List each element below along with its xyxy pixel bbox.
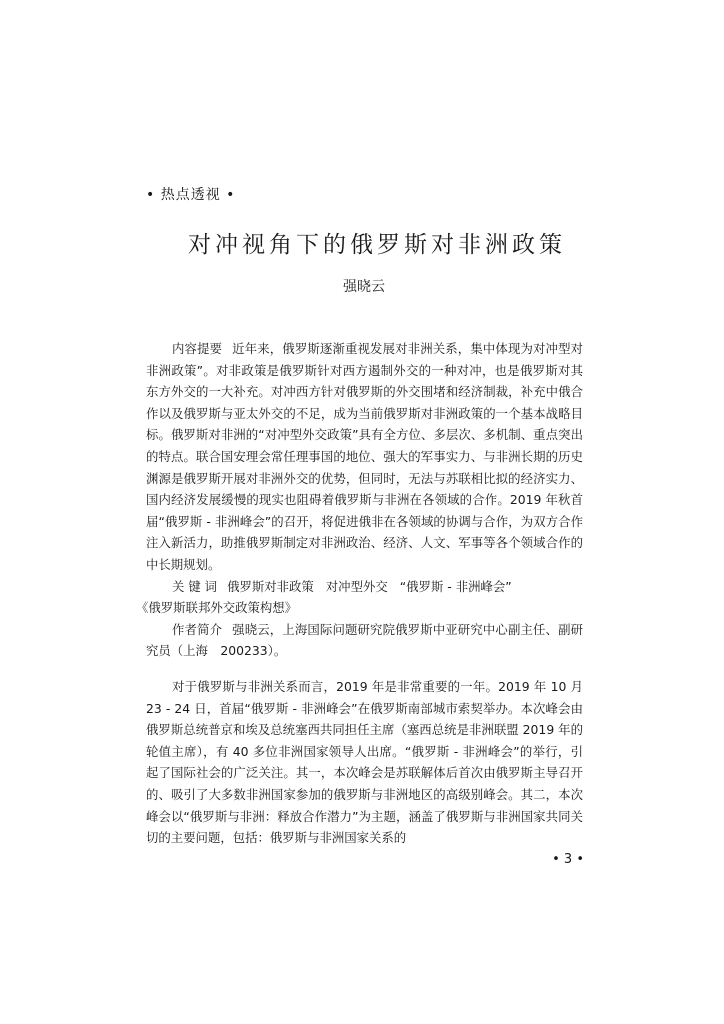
abstract-text: 近年来，俄罗斯逐渐重视发展对非洲关系，集中体现为对冲型对非洲政策”。对非政策是俄罗斯针对西方遏制外交的一种对冲，也是俄罗斯对其东方外交的一大补充。对冲西方针对俄罗斯的外交围堵和经济制裁，补充中俄合作以及俄罗斯与亚太外交的不足，成为当前俄罗斯对非洲政策的一个基本战略目标。俄罗斯对非洲的“对冲型外交政策”具有全方位、多层次、多机制、重点突出的特点。联合国安理会常任理事国的地位、强大的军事实力、与非洲长期的历史渊源是俄罗斯开展对非洲外交的优势，但同时，无法与苏联相比拟的经济实力、国内经济发展缓慢的现实也阻碍着俄罗斯与非洲在各领域的合作。2019 年秋首届“俄罗斯 - 非洲峰会”的召开，将促进俄非在各领域的协调与合作，为双方合作注入新活力，助推俄罗斯制定对非洲政治、经济、人文、军事等各个领域合作的中长期规划。	[146, 341, 584, 572]
abstract-paragraph	[146, 338, 583, 576]
author-bio-paragraph	[146, 619, 583, 662]
column-tag: • 热点透视 •	[146, 187, 236, 203]
author-bio-text: 强晓云，上海国际问题研究院俄罗斯中亚研究中心副主任、副研究员（上海 200233）。	[146, 621, 584, 659]
author-bio-label: 作者简介	[172, 621, 223, 637]
keywords-paragraph	[136, 576, 583, 619]
keyword-item: “俄罗斯 - 非洲峰会”	[399, 578, 512, 594]
body-paragraph: 对于俄罗斯与非洲关系而言，2019 年是非常重要的一年。2019 年 10 月 23 - 24 日，首届“俄罗斯 - 非洲峰会”在俄罗斯南部城市索契举办。本次峰会由俄罗斯总统普京和埃及总统塞西共同担任主席（塞西总统是非洲联盟 2019 年的轮值主席），有 40 多位非洲国家领导人出席。“俄罗斯 - 非洲峰会”的举行，引起了国际社会的广泛关注。其一，本次峰会是苏联解体后首次由俄罗斯主导召开的、吸引了大多数非洲国家参加的俄罗斯与非洲地区的高级别峰会。其二，本次峰会以“俄罗斯与非洲：释放合作潜力”为主题，涵盖了俄罗斯与非洲国家共同关切的主要问题，包括：俄罗斯与非洲国家关系的	[146, 679, 583, 846]
author-name: 强晓云	[343, 279, 385, 295]
keyword-item: 对冲型外交	[325, 578, 388, 594]
article-title: 对冲视角下的俄罗斯对非洲政策	[188, 232, 566, 258]
keyword-item: 俄罗斯对非政策	[227, 578, 314, 594]
abstract-block	[136, 338, 584, 662]
body-text	[146, 676, 583, 849]
keywords-label: 关 键 词	[172, 578, 218, 594]
keyword-item: 《俄罗斯联邦外交政策构想》	[136, 600, 298, 616]
abstract-label: 内容提要	[172, 341, 223, 356]
page-number: • 3 •	[552, 852, 584, 867]
